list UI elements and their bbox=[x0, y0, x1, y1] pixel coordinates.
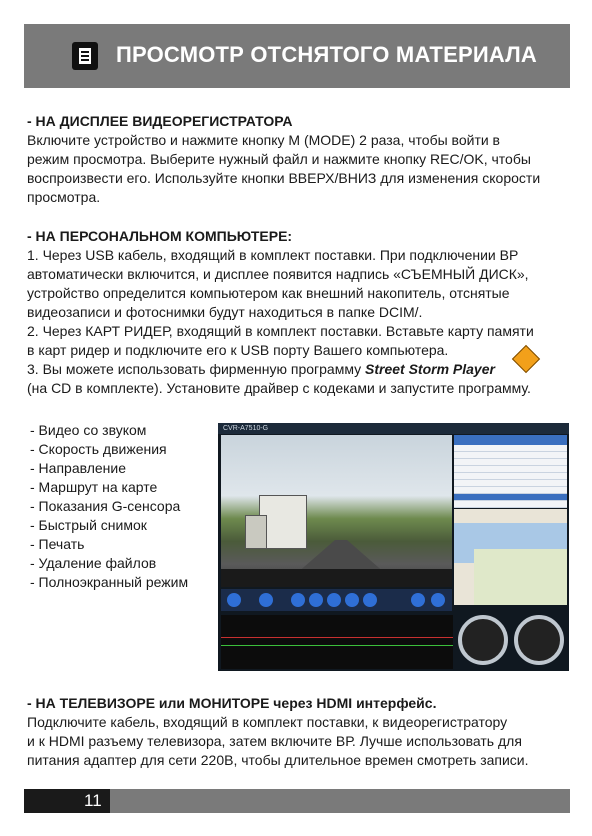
file-list-panel bbox=[454, 435, 567, 507]
paragraph-line: автоматически включится, и дисплее появится надпись «СЪЕМНЫЙ ДИСК», bbox=[27, 266, 529, 282]
prev-icon bbox=[227, 593, 241, 607]
section-title-pc: - НА ПЕРСОНАЛЬНОМ КОМПЬЮТЕРЕ: bbox=[27, 228, 293, 244]
player-screenshot bbox=[218, 423, 569, 671]
paragraph-line: воспроизвести его. Используйте кнопки ВВЕРХ/ВНИЗ для изменения скорости bbox=[27, 170, 541, 186]
paragraph-line: Подключите кабель, входящий в комплект поставки, к видеорегистратору bbox=[27, 714, 508, 730]
list-item: - Видео со звуком bbox=[30, 422, 147, 438]
paragraph-line: просмотра. bbox=[27, 189, 101, 205]
section-title-hdmi: - НА ТЕЛЕВИЗОРЕ или МОНИТОРЕ через HDMI интерфейс. bbox=[27, 695, 437, 711]
page-number-box bbox=[24, 789, 110, 813]
snapshot-icon bbox=[411, 593, 425, 607]
page-header bbox=[24, 24, 570, 88]
street-storm-logo-icon bbox=[512, 345, 540, 373]
paragraph-line: устройство определится компьютером как внешний накопитель, отснятые bbox=[27, 285, 510, 301]
speed-gauge-icon bbox=[458, 615, 508, 665]
paragraph-line: (на CD в комплекте). Установите драйвер с кодеками и запустите программу. bbox=[27, 380, 531, 396]
list-item: - Быстрый снимок bbox=[30, 517, 147, 533]
forward-icon bbox=[363, 593, 377, 607]
page-footer bbox=[24, 789, 570, 813]
play-icon bbox=[327, 593, 341, 607]
paragraph-line: 1. Через USB кабель, входящий в комплект поставки. При подключении ВР bbox=[27, 247, 519, 263]
video-frame bbox=[221, 435, 452, 587]
route-map bbox=[454, 509, 567, 605]
paragraph-line: режим просмотра. Выберите нужный файл и нажмите кнопку REC/OK, чтобы bbox=[27, 151, 531, 167]
next-icon bbox=[259, 593, 273, 607]
paragraph-line: Включите устройство и нажмите кнопку M (MODE) 2 раза, чтобы войти в bbox=[27, 132, 500, 148]
compass-icon bbox=[514, 615, 564, 665]
stop-icon bbox=[345, 593, 359, 607]
document-icon bbox=[72, 42, 98, 70]
list-item: - Удаление файлов bbox=[30, 555, 157, 571]
page-number: 11 bbox=[84, 791, 102, 810]
list-item: - Маршрут на карте bbox=[30, 479, 158, 495]
list-item: - Скорость движения bbox=[30, 441, 167, 457]
paragraph-line: 2. Через КАРТ РИДЕР, входящий в комплект поставки. Вставьте карту памяти bbox=[27, 323, 534, 339]
section-title-display: - НА ДИСПЛЕЕ ВИДЕОРЕГИСТРАТОРА bbox=[27, 113, 293, 129]
paragraph-line: питания адаптер для сети 220В, чтобы длительное времен смотреть записи. bbox=[27, 752, 529, 768]
feature-list bbox=[30, 421, 188, 592]
list-item: - Полноэкранный режим bbox=[30, 574, 189, 590]
paragraph-line: в карт ридер и подключите его к USB порту Вашего компьютера. bbox=[27, 342, 449, 358]
paragraph-line: видеозаписи и фотоснимки будут находиться в папке DCIM/. bbox=[27, 304, 423, 320]
playback-controls bbox=[221, 589, 452, 611]
rewind-icon bbox=[309, 593, 323, 607]
gsensor-graph bbox=[221, 615, 453, 669]
player-titlebar: CVR-A7510-G bbox=[218, 423, 569, 434]
list-item: - Печать bbox=[30, 536, 85, 552]
fullscreen-icon bbox=[431, 593, 445, 607]
paragraph-line: и к HDMI разъему телевизора, затем включите ВР. Лучше использовать для bbox=[27, 733, 522, 749]
page-title: ПРОСМОТР ОТСНЯТОГО МАТЕРИАЛА bbox=[116, 42, 537, 67]
slow-icon bbox=[291, 593, 305, 607]
list-item: - Показания G-сенсора bbox=[30, 498, 181, 514]
program-name: Street Storm Player bbox=[365, 361, 495, 377]
paragraph-line: 3. Вы можете использовать фирменную программу Street Storm Player bbox=[27, 361, 495, 377]
list-item: - Направление bbox=[30, 460, 127, 476]
